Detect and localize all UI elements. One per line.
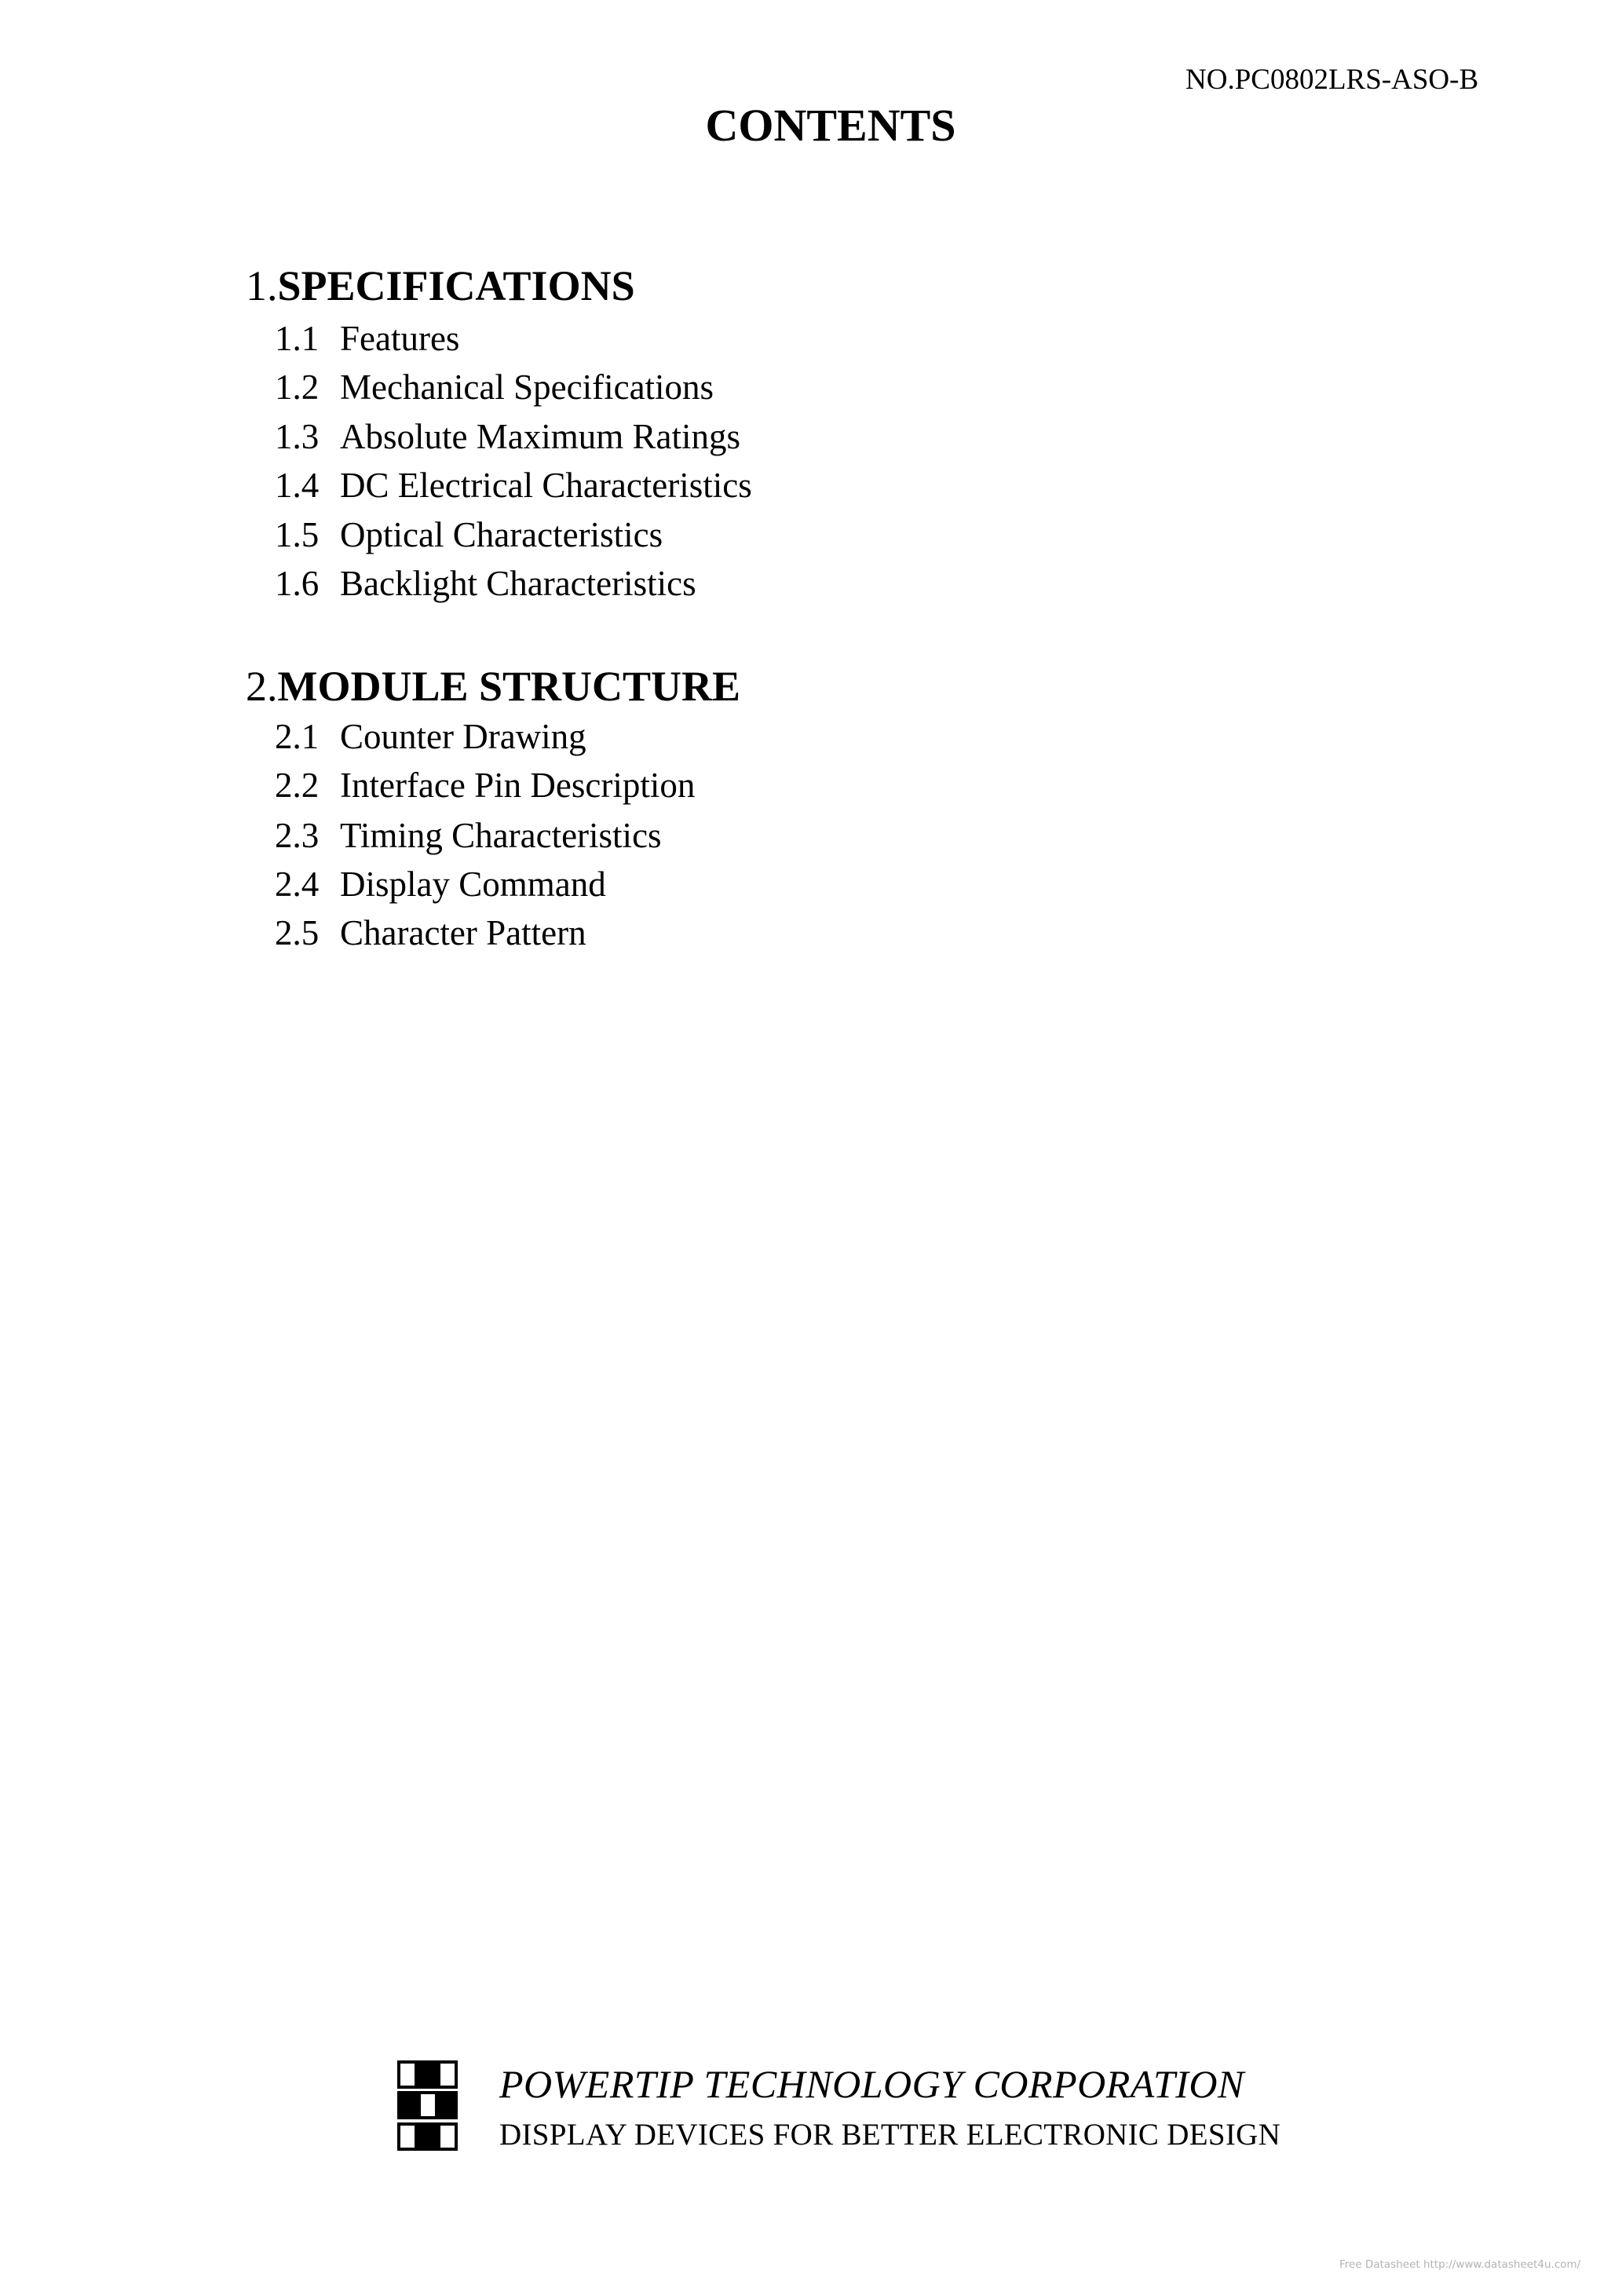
toc-item-2-4[interactable] (275, 865, 606, 904)
toc-item-label: Display Command (340, 865, 606, 904)
toc-item-number: 2.4 (275, 865, 320, 904)
toc-section-number: 1. (246, 262, 278, 309)
toc-item-1-4[interactable] (275, 466, 752, 505)
toc-item-label: Character Pattern (340, 913, 586, 952)
toc-item-number: 2.3 (275, 816, 320, 855)
document-number: NO.PC0802LRS-ASO-B (1185, 64, 1479, 96)
toc-item-number: 1.5 (275, 515, 320, 554)
toc-item-label: Mechanical Specifications (340, 367, 714, 407)
toc-item-label: Features (340, 319, 460, 358)
toc-section-2[interactable] (246, 663, 740, 710)
toc-item-2-5[interactable] (275, 913, 586, 952)
toc-item-number: 2.5 (275, 913, 320, 952)
toc-section-label: MODULE STRUCTURE (277, 663, 741, 710)
toc-item-1-1[interactable] (275, 319, 459, 358)
toc-item-number: 1.4 (275, 466, 320, 505)
toc-item-1-5[interactable] (275, 515, 663, 554)
toc-item-number: 1.1 (275, 319, 320, 358)
toc-item-1-6[interactable] (275, 564, 696, 603)
toc-item-number: 2.2 (275, 766, 320, 805)
toc-item-2-3[interactable] (275, 816, 662, 855)
toc-item-1-2[interactable] (275, 367, 714, 407)
toc-section-1[interactable] (246, 262, 635, 309)
toc-item-label: Absolute Maximum Ratings (340, 417, 740, 456)
company-name: POWERTIP TECHNOLOGY CORPORATION (499, 2062, 1244, 2106)
toc-section-label: SPECIFICATIONS (277, 262, 635, 309)
toc-item-number: 2.1 (275, 717, 320, 756)
watermark-link[interactable]: Free Datasheet http://www.datasheet4u.com/ (1339, 2258, 1581, 2271)
toc-item-label: Optical Characteristics (340, 515, 663, 554)
toc-item-number: 1.6 (275, 564, 320, 603)
page-title: CONTENTS (705, 100, 956, 151)
powertip-grid-logo-icon (397, 2060, 457, 2152)
toc-item-number: 1.3 (275, 417, 320, 456)
toc-item-1-3[interactable] (275, 417, 740, 456)
toc-item-label: Timing Characteristics (340, 816, 662, 855)
toc-item-label: Interface Pin Description (340, 766, 696, 805)
toc-item-2-1[interactable] (275, 717, 586, 756)
toc-item-label: DC Electrical Characteristics (340, 466, 752, 505)
toc-item-label: Counter Drawing (340, 717, 586, 756)
toc-item-2-2[interactable] (275, 766, 695, 805)
toc-item-label: Backlight Characteristics (340, 564, 696, 603)
toc-item-number: 1.2 (275, 367, 320, 407)
toc-section-number: 2. (246, 663, 278, 710)
company-tagline: DISPLAY DEVICES FOR BETTER ELECTRONIC DESIGN (499, 2118, 1281, 2152)
